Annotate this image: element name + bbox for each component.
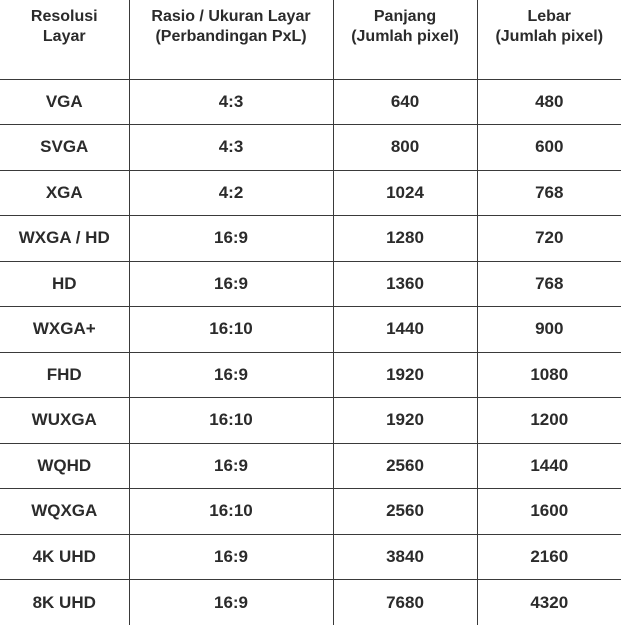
cell-resolution: WQHD — [0, 443, 129, 489]
cell-length: 7680 — [333, 580, 477, 625]
header-ratio-line1: Rasio / Ukuran Layar — [130, 7, 333, 27]
cell-width: 1200 — [477, 398, 621, 444]
table-row — [0, 79, 621, 125]
cell-length: 640 — [333, 79, 477, 125]
cell-resolution: WXGA / HD — [0, 216, 129, 262]
table-header — [0, 0, 621, 79]
table-row — [0, 261, 621, 307]
header-ratio — [129, 0, 333, 79]
table-row — [0, 443, 621, 489]
header-width-line1: Lebar — [478, 7, 621, 27]
cell-length: 1360 — [333, 261, 477, 307]
table-row — [0, 580, 621, 625]
header-length-line1: Panjang — [334, 7, 477, 27]
header-resolution-line1: Resolusi — [0, 7, 129, 27]
header-resolution-line2: Layar — [0, 27, 129, 47]
cell-ratio: 16:9 — [129, 534, 333, 580]
cell-ratio: 16:10 — [129, 489, 333, 535]
cell-resolution: WQXGA — [0, 489, 129, 535]
cell-resolution: 4K UHD — [0, 534, 129, 580]
cell-width: 720 — [477, 216, 621, 262]
cell-length: 3840 — [333, 534, 477, 580]
header-row — [0, 0, 621, 79]
cell-length: 2560 — [333, 443, 477, 489]
cell-length: 1024 — [333, 170, 477, 216]
cell-width: 2160 — [477, 534, 621, 580]
table-row — [0, 125, 621, 171]
cell-length: 1440 — [333, 307, 477, 353]
header-ratio-line2: (Perbandingan PxL) — [130, 27, 333, 47]
table-row — [0, 307, 621, 353]
cell-length: 800 — [333, 125, 477, 171]
cell-ratio: 16:9 — [129, 261, 333, 307]
cell-resolution: 8K UHD — [0, 580, 129, 625]
header-width-line2: (Jumlah pixel) — [478, 27, 621, 47]
cell-resolution: WUXGA — [0, 398, 129, 444]
cell-ratio: 4:2 — [129, 170, 333, 216]
cell-width: 1600 — [477, 489, 621, 535]
header-resolution — [0, 0, 129, 79]
header-length-line2: (Jumlah pixel) — [334, 27, 477, 47]
table-row — [0, 489, 621, 535]
cell-length: 1920 — [333, 398, 477, 444]
cell-length: 2560 — [333, 489, 477, 535]
cell-ratio: 4:3 — [129, 125, 333, 171]
cell-width: 1440 — [477, 443, 621, 489]
cell-resolution: HD — [0, 261, 129, 307]
cell-width: 4320 — [477, 580, 621, 625]
cell-ratio: 16:9 — [129, 352, 333, 398]
cell-length: 1920 — [333, 352, 477, 398]
header-length — [333, 0, 477, 79]
cell-resolution: SVGA — [0, 125, 129, 171]
cell-width: 1080 — [477, 352, 621, 398]
table-body — [0, 79, 621, 625]
cell-width: 480 — [477, 79, 621, 125]
cell-resolution: VGA — [0, 79, 129, 125]
cell-width: 900 — [477, 307, 621, 353]
cell-ratio: 16:9 — [129, 580, 333, 625]
header-width — [477, 0, 621, 79]
cell-ratio: 16:10 — [129, 307, 333, 353]
cell-resolution: WXGA+ — [0, 307, 129, 353]
cell-width: 600 — [477, 125, 621, 171]
cell-resolution: FHD — [0, 352, 129, 398]
cell-ratio: 16:9 — [129, 443, 333, 489]
cell-length: 1280 — [333, 216, 477, 262]
cell-ratio: 16:10 — [129, 398, 333, 444]
table-row — [0, 398, 621, 444]
table-row — [0, 170, 621, 216]
table-row — [0, 534, 621, 580]
cell-ratio: 16:9 — [129, 216, 333, 262]
cell-resolution: XGA — [0, 170, 129, 216]
table-row — [0, 352, 621, 398]
table-row — [0, 216, 621, 262]
cell-ratio: 4:3 — [129, 79, 333, 125]
cell-width: 768 — [477, 261, 621, 307]
cell-width: 768 — [477, 170, 621, 216]
